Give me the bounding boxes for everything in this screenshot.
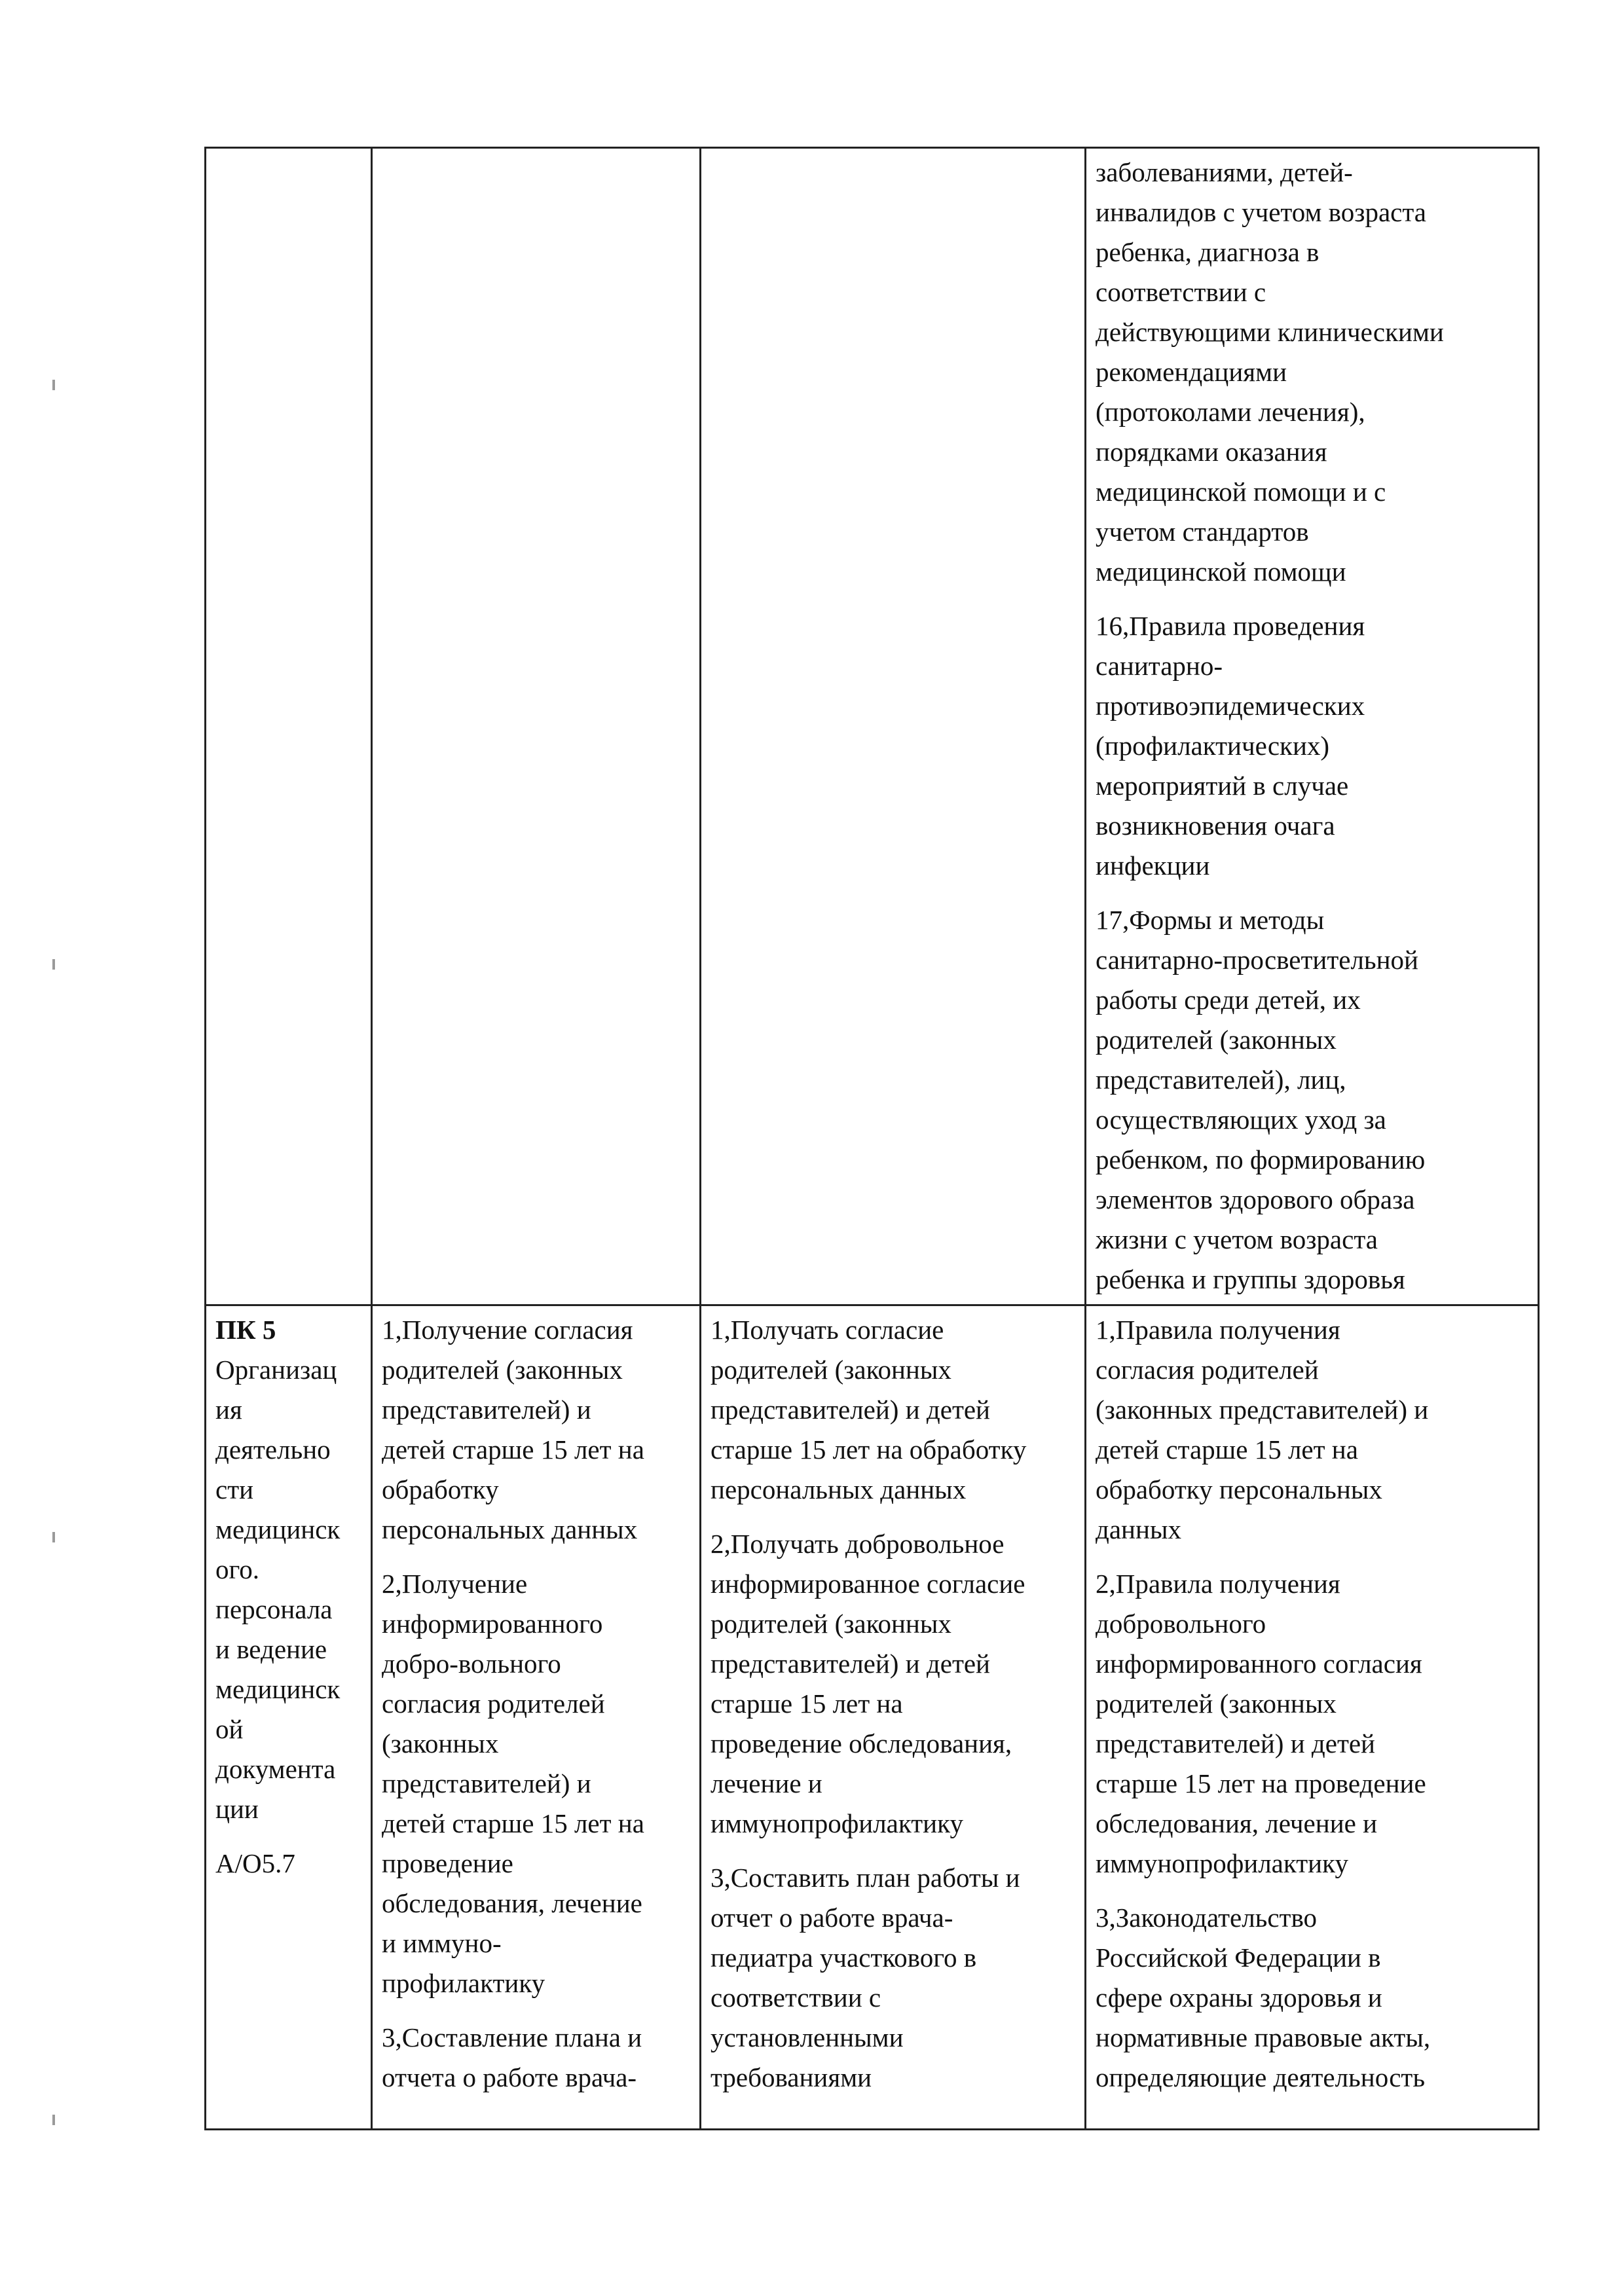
practical-experience-cell xyxy=(372,1305,701,2130)
scan-mark xyxy=(52,1532,55,1542)
cell-paragraph: 2,Получение информированного добро-вольного согласия родителей (законных представителей) и детей старше 15 лет на проведение обследования, лечение и иммуно- профилактику xyxy=(382,1569,644,1998)
cell-paragraph: 1,Правила получения согласия родителей (законных представителей) и детей старше 15 лет на обработку персональных данных xyxy=(1096,1315,1429,1544)
table-row xyxy=(206,1305,1539,2130)
cell-paragraph: 3,Составление плана и отчета о работе врача- xyxy=(382,2022,642,2092)
knowledge-cell xyxy=(1086,148,1539,1305)
cell-paragraph: 1,Получение согласия родителей (законных представителей) и детей старше 15 лет на обработку персональных данных xyxy=(382,1315,644,1544)
competency-title: Организац ия деятельно сти медицинск ого. персонала и ведение медицинск ой документа ции xyxy=(215,1355,341,1824)
labor-function-code: А/О5.7 xyxy=(215,1848,295,1878)
competency-table xyxy=(204,147,1540,2130)
skills-cell xyxy=(701,1305,1086,2130)
competency-code: ПК 5 xyxy=(215,1315,276,1345)
scan-mark xyxy=(52,959,55,970)
cell-paragraph: 1,Получать согласие родителей (законных представителей) и детей старше 15 лет на обработку персональных данных xyxy=(710,1315,1027,1504)
competency-cell xyxy=(206,148,372,1305)
cell-paragraph: 3,Законодательство Российской Федерации в сфере охраны здоровья и нормативные правовые акты, определяющие деятельность xyxy=(1096,1903,1431,2092)
cell-paragraph: 17,Формы и методы санитарно-просветительной работы среди детей, их родителей (законных представителей), лиц, осуществляющих уход за ребенком, по формированию элементов здорового образа жизни с учетом возраста ребенка и группы здоровья xyxy=(1096,905,1426,1294)
table-row xyxy=(206,148,1539,1305)
competency-cell xyxy=(206,1305,372,2130)
cell-paragraph: заболеваниями, детей- инвалидов с учетом возраста ребенка, диагноза в соответствии с действующими клиническими рекомендациями (протоколами лечения), порядками оказания медицинской помощи и с учетом стандартов медицинской помощи xyxy=(1096,157,1444,587)
knowledge-cell xyxy=(1086,1305,1539,2130)
practical-experience-cell xyxy=(372,148,701,1305)
cell-paragraph: 2,Получать добровольное информированное согласие родителей (законных представителей) и детей старше 15 лет на проведение обследования, лечение и иммунопрофилактику xyxy=(710,1529,1025,1838)
cell-paragraph: 16,Правила проведения санитарно- противоэпидемических (профилактических) мероприятий в случае возникновения очага инфекции xyxy=(1096,611,1365,881)
skills-cell xyxy=(701,148,1086,1305)
cell-paragraph: 2,Правила получения добровольного информированного согласия родителей (законных представителей) и детей старше 15 лет на проведение обследования, лечение и иммунопрофилактику xyxy=(1096,1569,1426,1878)
scan-mark xyxy=(52,2115,55,2125)
scan-mark xyxy=(52,380,55,390)
cell-paragraph: 3,Составить план работы и отчет о работе врача- педиатра участкового в соответствии с установленными требованиями xyxy=(710,1863,1020,2092)
